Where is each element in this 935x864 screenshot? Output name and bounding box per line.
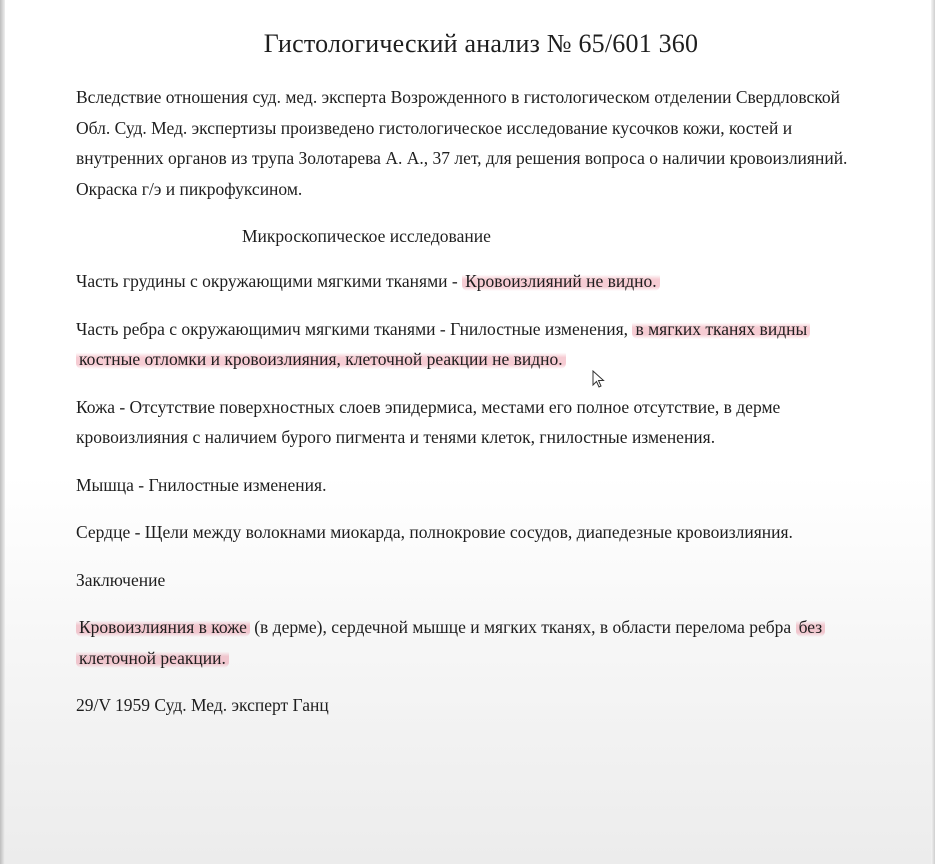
microscopy-heading: Микроскопическое исследование <box>242 226 491 246</box>
conclusion-paragraph <box>76 612 866 673</box>
sternum-paragraph <box>76 266 866 297</box>
mouse-pointer-icon <box>592 370 606 388</box>
conclusion-highlight-skin: Кровоизлияния в коже <box>76 617 250 637</box>
rib-paragraph <box>76 314 866 375</box>
document-content <box>76 24 866 738</box>
muscle-paragraph: Мышца - Гнилостные изменения. <box>76 474 327 495</box>
intro-paragraph: Вследствие отношения суд. мед. эксперта Возрожденного в гистологическом отделении Свердловской Обл. Суд. Мед. экспертизы произведено гистологическое исследование кусочков кожи, костей и внутренних органов из трупа Золотарева А. А., 37 лет, для решения вопроса о наличии кровоизлияний. Окраска г/э и пикрофуксином. <box>76 87 848 199</box>
conclusion-middle: (в дерме), сердечной мышце и мягких тканях, в области перелома ребра <box>249 617 796 637</box>
sternum-lead: Часть грудины с окружающими мягкими тканями - <box>76 271 463 291</box>
document-title: Гистологический анализ № 65/601 360 <box>263 29 699 58</box>
skin-paragraph: Кожа - Отсутствие поверхностных слоев эпидермиса, местами его полное отсутствие, в дерме кровоизлияния с наличием бурого пигмента и тенями клеток, гнилостные изменения. <box>76 396 781 447</box>
rib-lead: Часть ребра с окружающимич мягкими тканями - Гнилостные изменения, <box>76 318 633 339</box>
sternum-highlight: Кровоизлияний не видно. <box>462 271 660 291</box>
conclusion-heading: Заключение <box>76 569 166 590</box>
heart-paragraph: Сердце - Щели между волокнами миокарда, полнокровие сосудов, диапедезные кровоизлияния. <box>76 522 793 542</box>
page-edge-left <box>0 0 5 864</box>
conclusion-highlight-reaction: без клеточной реакции. <box>76 617 825 668</box>
page-edge-right <box>931 0 935 864</box>
signature-line: 29/V 1959 Суд. Мед. эксперт Ганц <box>76 695 329 715</box>
rib-highlight: в мягких тканях видны костные отломки и кровоизлияния, клеточной реакции не видно. <box>76 319 810 370</box>
